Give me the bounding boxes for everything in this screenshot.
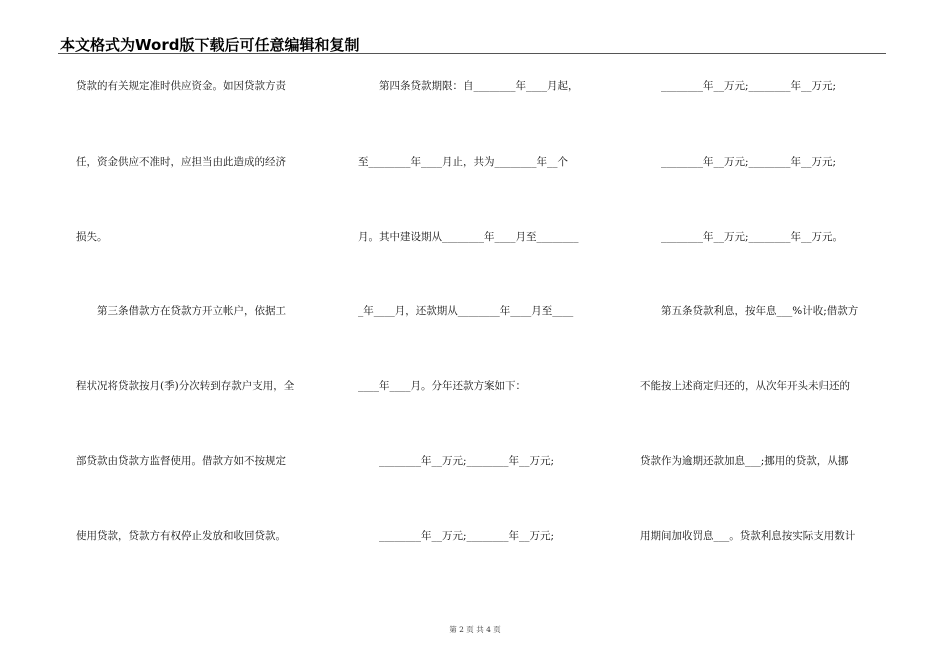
text-line: 贷款的有关规定准时供应资金。如因贷款方责 [76, 80, 286, 92]
text-line: ____年____月。分年还款方案如下： [358, 380, 526, 392]
text-line: 不能按上述商定归还的，从次年开头未归还的 [640, 380, 850, 392]
text-line: 程状况将贷款按月(季)分次转到存款户支用，全 [76, 380, 295, 392]
text-line: 月。其中建设期从________年____月至________ [358, 231, 579, 243]
text-line: 第五条贷款利息，按年息___%计收;借款方 [640, 305, 859, 317]
text-line: 第三条借款方在贷款方开立帐户，依据工 [76, 305, 286, 317]
text-line: ________年__万元;________年__万元; [358, 455, 555, 467]
text-line: _年____月，还款期从________年____月至____ [358, 305, 574, 317]
text-line: 使用贷款，贷款方有权停止发放和收回贷款。 [76, 530, 286, 542]
text-line: 部贷款由贷款方监督使用。借款方如不按规定 [76, 455, 286, 467]
text-line: ________年__万元;________年__万元。 [640, 231, 844, 243]
text-line: 至________年____月止，共为________年__个 [358, 156, 568, 168]
document-title: 本文格式为Word版下载后可任意编辑和复制 [60, 36, 360, 54]
text-line: 损失。 [76, 231, 108, 243]
text-line: ________年__万元;________年__万元; [640, 80, 837, 92]
text-line: 用期间加收罚息___。贷款利息按实际支用数计 [640, 530, 856, 542]
text-line: ________年__万元;________年__万元; [640, 156, 837, 168]
text-line: ________年__万元;________年__万元; [358, 530, 555, 542]
text-line: 第四条贷款期限：自________年____月起， [358, 80, 579, 92]
page-number: 第 2 页 共 4 页 [449, 625, 501, 634]
text-line: 任，资金供应不准时，应担当由此造成的经济 [76, 156, 286, 168]
header-divider [58, 53, 886, 54]
text-line: 贷款作为逾期还款加息___;挪用的贷款，从挪 [640, 455, 849, 467]
